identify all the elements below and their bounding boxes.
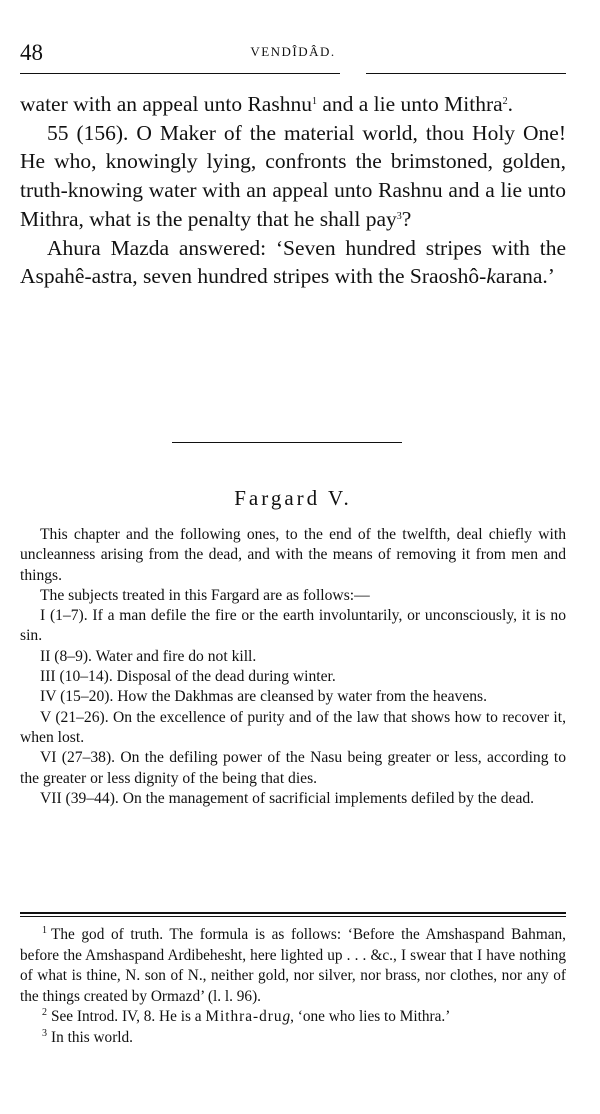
paragraph-continuation: water with an appeal unto Rashnu$^1$ and a lie unto Mithra$^2$. [20,92,514,116]
summary-intro: This chapter and the following ones, to the end of the twelfth, deal chiefly with uncleanness arising from the dead, and with the means of removing it from men and things. [20,526,566,584]
footnote-marker: 3 [42,1027,47,1039]
footnote-2: $^2$ See Introd. IV, 8. He is a Mithra-drug, ‘one who lies to Mithra.’ [42,1007,451,1025]
footnote-marker: 1 [42,925,47,936]
footnote-ref-1: 1 [311,96,317,107]
summary-item: VII (39–44). On the management of sacrificial implements defiled by the dead. [40,789,535,807]
summary-item: III (10–14). Disposal of the dead during winter. [40,668,336,686]
paragraph-answer: Ahura Mazda answered: ‘Seven hundred stripes with the Aspahê-astra, seven hundred stripes with the Sraoshô-karana.’ [20,235,566,289]
summary-item: II (8–9). Water and fire do not kill. [40,647,257,665]
book-page [20,32,566,1046]
summary-item: V (21–26). On the excellence of purity and of the law that shows how to recover it, when lost. [20,708,566,746]
footnote-3: $^3$ In this world. [42,1027,134,1046]
running-head [20,32,566,65]
section-heading: Fargard V. [234,486,352,510]
section-divider [172,442,402,443]
summary-item: IV (15–20). How the Dakhmas are cleansed by water from the heavens. [40,688,488,706]
footnote-1: $^1$ The god of truth. The formula is as follows: ‘Before the Amshaspand Bahman, before the Amshaspand Ardibehesht, here lighted up . . . &c., I swear that I have nothing of what is thine, N. son of N., neither gold, nor silver, nor brass, nor clothes, nor any of the things created by Ormazd’ (l. l. 96). [20,925,566,1005]
chapter-summary [20,525,566,809]
summary-subjects: The subjects treated in this Fargard are as follows:— [40,586,370,604]
footnote-ref-3: 3 [396,210,402,222]
paragraph-55: 55 (156). O Maker of the material world, thou Holy One! He who, knowingly lying, confronts the brimstoned, golden, truth-knowing water with an appeal unto Rashnu and a lie unto Mithra, what is the penalty that he shall pay$^3$? [20,120,566,231]
footnote-rule [20,912,566,914]
summary-item: I (1–7). If a man defile the fire or the earth involuntarily, or unconsciously, it is no sin. [20,607,566,645]
footnote-marker: 2 [42,1007,47,1018]
footnote-rule-thin [20,916,566,917]
header-rule-left [20,73,340,74]
running-title: VENDÎDÂD. [250,44,336,59]
footnote-ref-2: 2 [502,96,508,107]
footnotes [20,925,566,1048]
main-text [20,90,566,291]
header-rule-right [366,73,566,74]
summary-item: VI (27–38). On the defiling power of the Nasu being greater or less, according to the greater or less dignity of the being that dies. [20,749,566,787]
page-number: 48 [20,40,43,65]
